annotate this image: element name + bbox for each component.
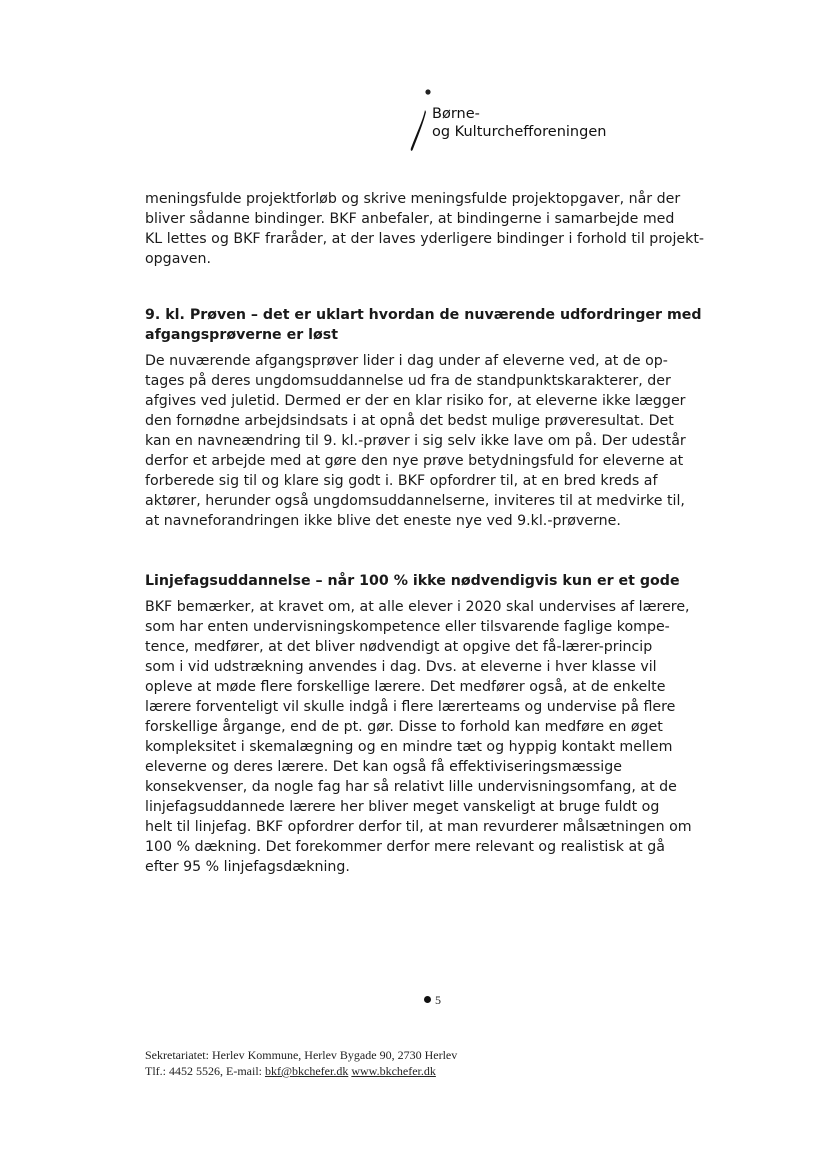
text-line: bliver sådanne bindinger. BKF anbefaler, at bindingerne i samarbejde med <box>145 211 675 227</box>
footer-contact <box>145 1063 457 1079</box>
text-line: som i vid udstrækning anvendes i dag. Dvs. at eleverne i hver klasse vil <box>145 659 657 675</box>
page-footer <box>145 1047 457 1079</box>
section-heading-line: 9. kl. Prøven – det er uklart hvordan de nuværende udfordringer med <box>145 307 702 323</box>
org-name-line-2: og Kulturchefforeningen <box>432 124 607 140</box>
document-body <box>145 189 705 877</box>
text-line: kan en navneændring til 9. kl.-prøver i sig selv ikke lave om på. Der udestår <box>145 433 686 449</box>
text-line: BKF bemærker, at kravet om, at alle elever i 2020 skal undervises af lærere, <box>145 599 690 615</box>
text-line: konsekvenser, da nogle fag har så relativt lille undervisningsomfang, at de <box>145 779 677 795</box>
footer-phone-label: Tlf.: 4452 5526, E-mail: <box>145 1064 265 1078</box>
logo-brush-icon <box>408 86 432 156</box>
page-number <box>424 993 441 1007</box>
org-name <box>432 105 606 141</box>
text-line: KL lettes og BKF fraråder, at der laves yderligere bindinger i forhold til projekt- <box>145 231 705 247</box>
text-line: opleve at møde flere forskellige lærere. Det medfører også, at de enkelte <box>145 679 666 695</box>
text-line: at navneforandringen ikke blive det eneste nye ved 9.kl.-prøverne. <box>145 513 621 529</box>
text-line: eleverne og deres lærere. Det kan også få effektiviseringsmæssige <box>145 759 622 775</box>
intro-paragraph <box>145 189 705 269</box>
footer-address: Sekretariatet: Herlev Kommune, Herlev Bygade 90, 2730 Herlev <box>145 1048 458 1062</box>
text-line: linjefagsuddannede lærere her bliver meget vanskeligt at bruge fuldt og <box>145 799 660 815</box>
website-link[interactable]: www.bkchefer.dk <box>351 1064 436 1078</box>
section-heading-line: afgangsprøverne er løst <box>145 327 338 343</box>
text-line: derfor et arbejde med at gøre den nye prøve betydningsfuld for eleverne at <box>145 453 684 469</box>
page-number-value: 5 <box>435 993 441 1007</box>
text-line: afgives ved juletid. Dermed er der en klar risiko for, at eleverne ikke lægger <box>145 393 686 409</box>
text-line: helt til linjefag. BKF opfordrer derfor til, at man revurderer målsætningen om <box>145 819 692 835</box>
text-line: tages på deres ungdomsuddannelse ud fra de standpunktskarakterer, der <box>145 373 671 389</box>
text-line: opgaven. <box>145 251 212 267</box>
text-line: efter 95 % linjefagsdækning. <box>145 859 350 875</box>
text-line: aktører, herunder også ungdomsuddannelserne, inviteres til at medvirke til, <box>145 493 685 509</box>
section-afgangsproever <box>145 305 705 531</box>
text-line: forskellige årgange, end de pt. gør. Disse to forhold kan medføre en øget <box>145 719 663 735</box>
section-heading-line: Linjefagsuddannelse – når 100 % ikke nødvendigvis kun er et gode <box>145 573 680 589</box>
text-line: som har enten undervisningskompetence eller tilsvarende faglige kompe- <box>145 619 670 635</box>
text-line: meningsfulde projektforløb og skrive meningsfulde projektopgaver, når der <box>145 191 681 207</box>
email-link[interactable]: bkf@bkchefer.dk <box>264 1064 349 1078</box>
section-linjefag <box>145 571 705 877</box>
org-logo <box>408 86 648 156</box>
text-line: den fornødne arbejdsindsats i at opnå det bedst mulige prøveresultat. Det <box>145 413 674 429</box>
text-line: forberede sig til og klare sig godt i. BKF opfordrer til, at en bred kreds af <box>145 473 658 489</box>
org-name-line-1: Børne- <box>432 106 480 122</box>
bullet-icon <box>424 996 431 1003</box>
text-line: De nuværende afgangsprøver lider i dag under af eleverne ved, at de op- <box>145 353 668 369</box>
text-line: tence, medfører, at det bliver nødvendigt at opgive det få-lærer-princip <box>145 639 653 655</box>
text-line: kompleksitet i skemalægning og en mindre tæt og hyppig kontakt mellem <box>145 739 673 755</box>
text-line: 100 % dækning. Det forekommer derfor mere relevant og realistisk at gå <box>145 839 665 855</box>
text-line: lærere forventeligt vil skulle indgå i flere lærerteams og undervise på flere <box>145 699 676 715</box>
